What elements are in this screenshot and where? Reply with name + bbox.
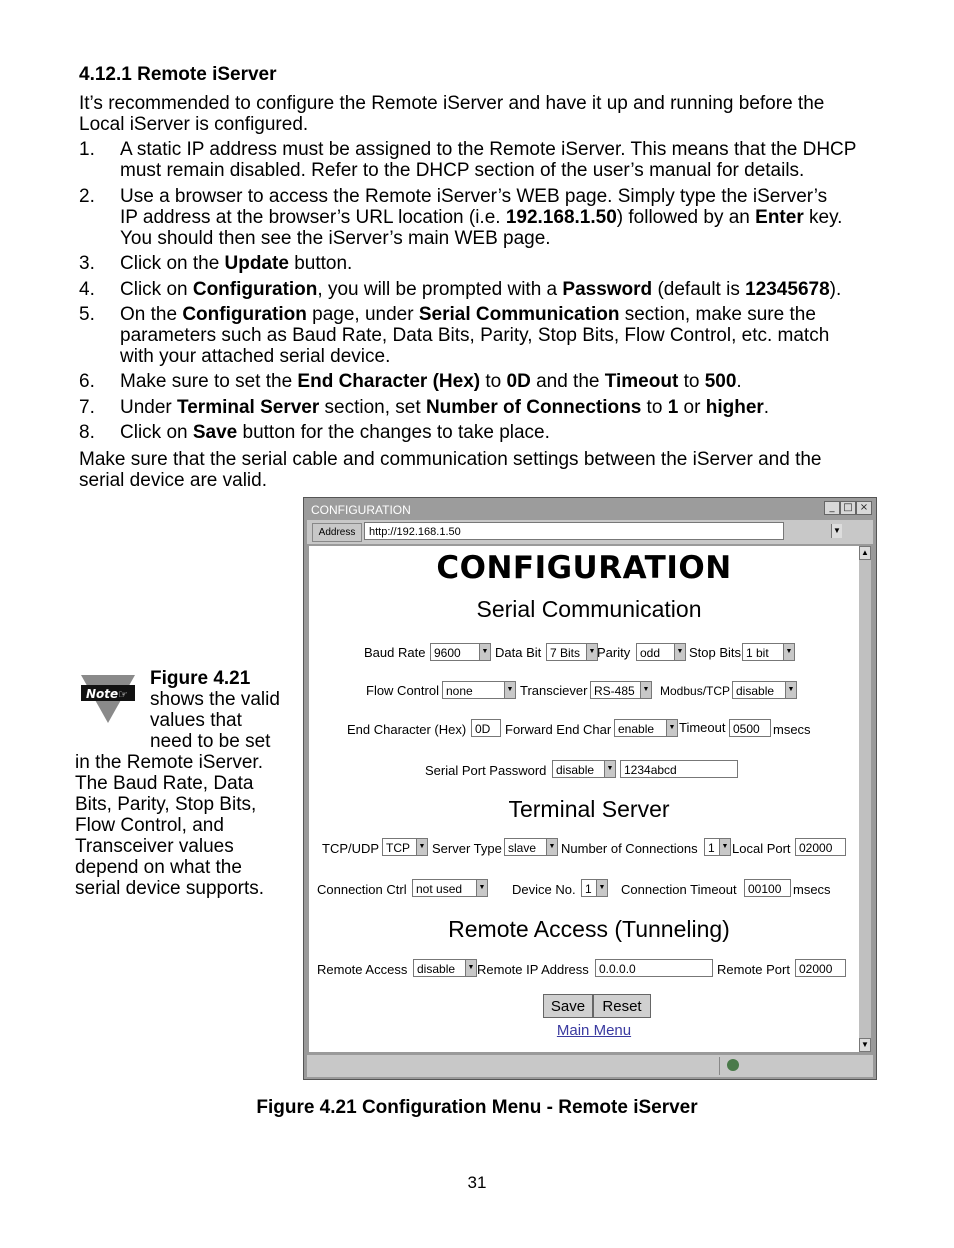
stopbits-label: Stop Bits [689, 645, 742, 660]
connctrl-select[interactable]: not used ▼ [412, 879, 488, 897]
databit-select[interactable]: 7 Bits ▼ [546, 643, 598, 661]
dropdown-arrow-icon: ▼ [504, 682, 515, 698]
closing-line-1: Make sure that the serial cable and communication settings between the iServer and the [79, 449, 822, 470]
scroll-up-icon[interactable]: ▲ [859, 546, 871, 560]
section-heading: 4.12.1 Remote iServer [79, 64, 277, 85]
step-line: Click on Configuration, you will be prompted with a Password (default is 12345678). [120, 279, 842, 300]
fwd-label: Forward End Char [505, 722, 612, 737]
modbus-select[interactable]: disable ▼ [732, 681, 797, 699]
baud-label: Baud Rate [364, 645, 426, 660]
note-line: values that [150, 710, 242, 731]
window-titlebar [304, 498, 876, 520]
main-menu-link[interactable]: Main Menu [556, 1022, 632, 1039]
step-text [120, 186, 890, 249]
remote-access-label: Remote Access [317, 962, 408, 977]
step-text [120, 139, 890, 181]
terminal-heading: Terminal Server [508, 796, 670, 822]
save-button[interactable]: Save [543, 994, 593, 1018]
page-number: 31 [467, 1173, 487, 1192]
flow-label: Flow Control [366, 683, 439, 698]
step-line: Make sure to set the End Character (Hex) to 0D and the Timeout to 500. [120, 371, 742, 392]
note-line: Bits, Parity, Stop Bits, [75, 794, 257, 815]
note-icon [79, 673, 137, 725]
step-line: IP address at the browser’s URL location (i.e. 192.168.1.50) followed by an Enter key. [120, 207, 843, 228]
note-line: in the Remote iServer. [75, 752, 263, 773]
note-line: shows the valid [150, 689, 280, 710]
dropdown-arrow-icon: ▼ [586, 644, 597, 660]
localport-label: Local Port [732, 841, 791, 856]
tcpudp-select[interactable]: TCP ▼ [382, 838, 428, 856]
step-number: 4. [79, 279, 95, 300]
note-line: depend on what the [75, 857, 242, 878]
conntimeout-unit: msecs [793, 882, 831, 897]
address-label: Address [312, 523, 362, 542]
step-number: 5. [79, 304, 95, 325]
step-line: You should then see the iServer’s main WEB page. [120, 228, 551, 249]
reset-button[interactable]: Reset [593, 994, 651, 1018]
serial-heading: Serial Communication [476, 596, 702, 622]
step-number: 7. [79, 397, 95, 418]
config-window [303, 497, 877, 1080]
closing-line-2: serial device are valid. [79, 470, 267, 491]
dropdown-arrow-icon: ▼ [476, 880, 487, 896]
timeout-unit: msecs [773, 722, 811, 737]
stopbits-select[interactable]: 1 bit ▼ [742, 643, 795, 661]
remote-port-input[interactable]: 02000 [795, 959, 846, 977]
numconn-label: Number of Connections [561, 841, 698, 856]
timeout-input[interactable]: 0500 [729, 719, 771, 737]
dropdown-arrow-icon: ▼ [416, 839, 427, 855]
remote-access-select[interactable]: disable ▼ [413, 959, 477, 977]
minimize-icon[interactable]: _ [824, 501, 840, 515]
conntimeout-input[interactable]: 00100 [744, 879, 791, 897]
step-text [120, 304, 890, 367]
flow-select[interactable]: none ▼ [442, 681, 516, 699]
parity-select[interactable]: odd ▼ [636, 643, 686, 661]
step-text [120, 253, 890, 274]
step-line: parameters such as Baud Rate, Data Bits, Parity, Stop Bits, Flow Control, etc. match [120, 325, 830, 346]
maximize-icon[interactable]: □ [840, 501, 856, 515]
modbus-label: Modbus/TCP [660, 684, 731, 698]
intro-line-1: It’s recommended to configure the Remote iServer and have it up and running before the [79, 93, 825, 114]
dropdown-arrow-icon: ▼ [783, 644, 794, 660]
note-line: Flow Control, and [75, 815, 224, 836]
status-divider [719, 1057, 720, 1075]
svg-text:☞: ☞ [118, 688, 128, 701]
deviceno-label: Device No. [512, 882, 576, 897]
page-content [309, 546, 859, 1052]
note-line: need to be set [150, 731, 271, 752]
tcpudp-label: TCP/UDP [322, 841, 380, 856]
remote-ip-input[interactable]: 0.0.0.0 [595, 959, 713, 977]
remote-ip-label: Remote IP Address [477, 962, 589, 977]
dropdown-arrow-icon: ▼ [546, 839, 557, 855]
step-text [120, 371, 890, 392]
conntimeout-label: Connection Timeout [621, 882, 737, 897]
dropdown-arrow-icon: ▼ [785, 682, 796, 698]
step-line: A static IP address must be assigned to the Remote iServer. This means that the DHCP [120, 139, 857, 160]
deviceno-select[interactable]: 1 ▼ [581, 879, 608, 897]
step-number: 8. [79, 422, 95, 443]
servertype-label: Server Type [432, 841, 502, 856]
note-line: The Baud Rate, Data [75, 773, 254, 794]
status-bar [307, 1055, 873, 1077]
intro-line-2: Local iServer is configured. [79, 114, 309, 135]
step-number: 3. [79, 253, 95, 274]
dropdown-arrow-icon: ▼ [719, 839, 730, 855]
window-title: CONFIGURATION [311, 503, 411, 517]
address-bar [307, 520, 873, 544]
note-line: serial device supports. [75, 878, 265, 899]
step-line: On the Configuration page, under Serial Communication section, make sure the [120, 304, 816, 325]
dropdown-arrow-icon: ▼ [640, 682, 651, 698]
endchar-label: End Character (Hex) [347, 722, 467, 737]
parity-label: Parity [597, 645, 631, 660]
step-line: Use a browser to access the Remote iServer’s WEB page. Simply type the iServer’s [120, 186, 828, 207]
step-number: 1. [79, 139, 95, 160]
address-input[interactable]: http://192.168.1.50 ▼ [364, 522, 784, 540]
pwd-label: Serial Port Password [425, 763, 547, 778]
dropdown-arrow-icon: ▼ [465, 960, 476, 976]
scroll-down-icon[interactable]: ▼ [859, 1038, 871, 1052]
dropdown-arrow-icon: ▼ [604, 761, 615, 777]
dropdown-arrow-icon: ▼ [666, 720, 677, 736]
remote-port-label: Remote Port [717, 962, 790, 977]
step-number: 2. [79, 186, 95, 207]
transciever-select[interactable]: RS-485 ▼ [590, 681, 652, 699]
dropdown-arrow-icon: ▼ [596, 880, 607, 896]
note-fig-ref: Figure 4.21 [150, 668, 251, 689]
step-line: Click on the Update button. [120, 253, 353, 274]
pwd-input[interactable]: 1234abcd [620, 760, 738, 778]
step-text [120, 422, 890, 443]
step-line: Click on Save button for the changes to take place. [120, 422, 550, 443]
numconn-select[interactable]: 1 ▼ [704, 838, 731, 856]
dropdown-arrow-icon: ▼ [674, 644, 685, 660]
fwd-select[interactable]: enable ▼ [614, 719, 678, 737]
endchar-input[interactable]: 0D [471, 719, 501, 737]
address-dropdown-icon[interactable]: ▼ [831, 524, 842, 538]
connctrl-label: Connection Ctrl [317, 882, 407, 897]
timeout-label: Timeout [679, 720, 726, 735]
close-icon[interactable]: × [856, 501, 872, 515]
dropdown-arrow-icon: ▼ [479, 644, 490, 660]
globe-icon [727, 1059, 739, 1071]
figure-caption: Figure 4.21 Configuration Menu - Remote iServer [256, 1097, 698, 1118]
svg-text:Note: Note [86, 687, 119, 701]
step-line: Under Terminal Server section, set Number of Connections to 1 or higher. [120, 397, 770, 418]
databit-label: Data Bit [495, 645, 542, 660]
step-text [120, 279, 890, 300]
localport-input[interactable]: 02000 [795, 838, 846, 856]
note-line: Transceiver values [75, 836, 234, 857]
step-text [120, 397, 890, 418]
servertype-select[interactable]: slave ▼ [504, 838, 558, 856]
transciever-label: Transciever [520, 683, 588, 698]
step-line: must remain disabled. Refer to the DHCP section of the user’s manual for details. [120, 160, 805, 181]
page-title: CONFIGURATION [436, 550, 732, 586]
remote-heading: Remote Access (Tunneling) [448, 916, 730, 942]
step-line: with your attached serial device. [120, 346, 391, 367]
step-number: 6. [79, 371, 95, 392]
pwd-select[interactable]: disable ▼ [552, 760, 616, 778]
baud-select[interactable]: 9600 ▼ [430, 643, 491, 661]
vertical-scrollbar[interactable] [859, 546, 871, 1052]
